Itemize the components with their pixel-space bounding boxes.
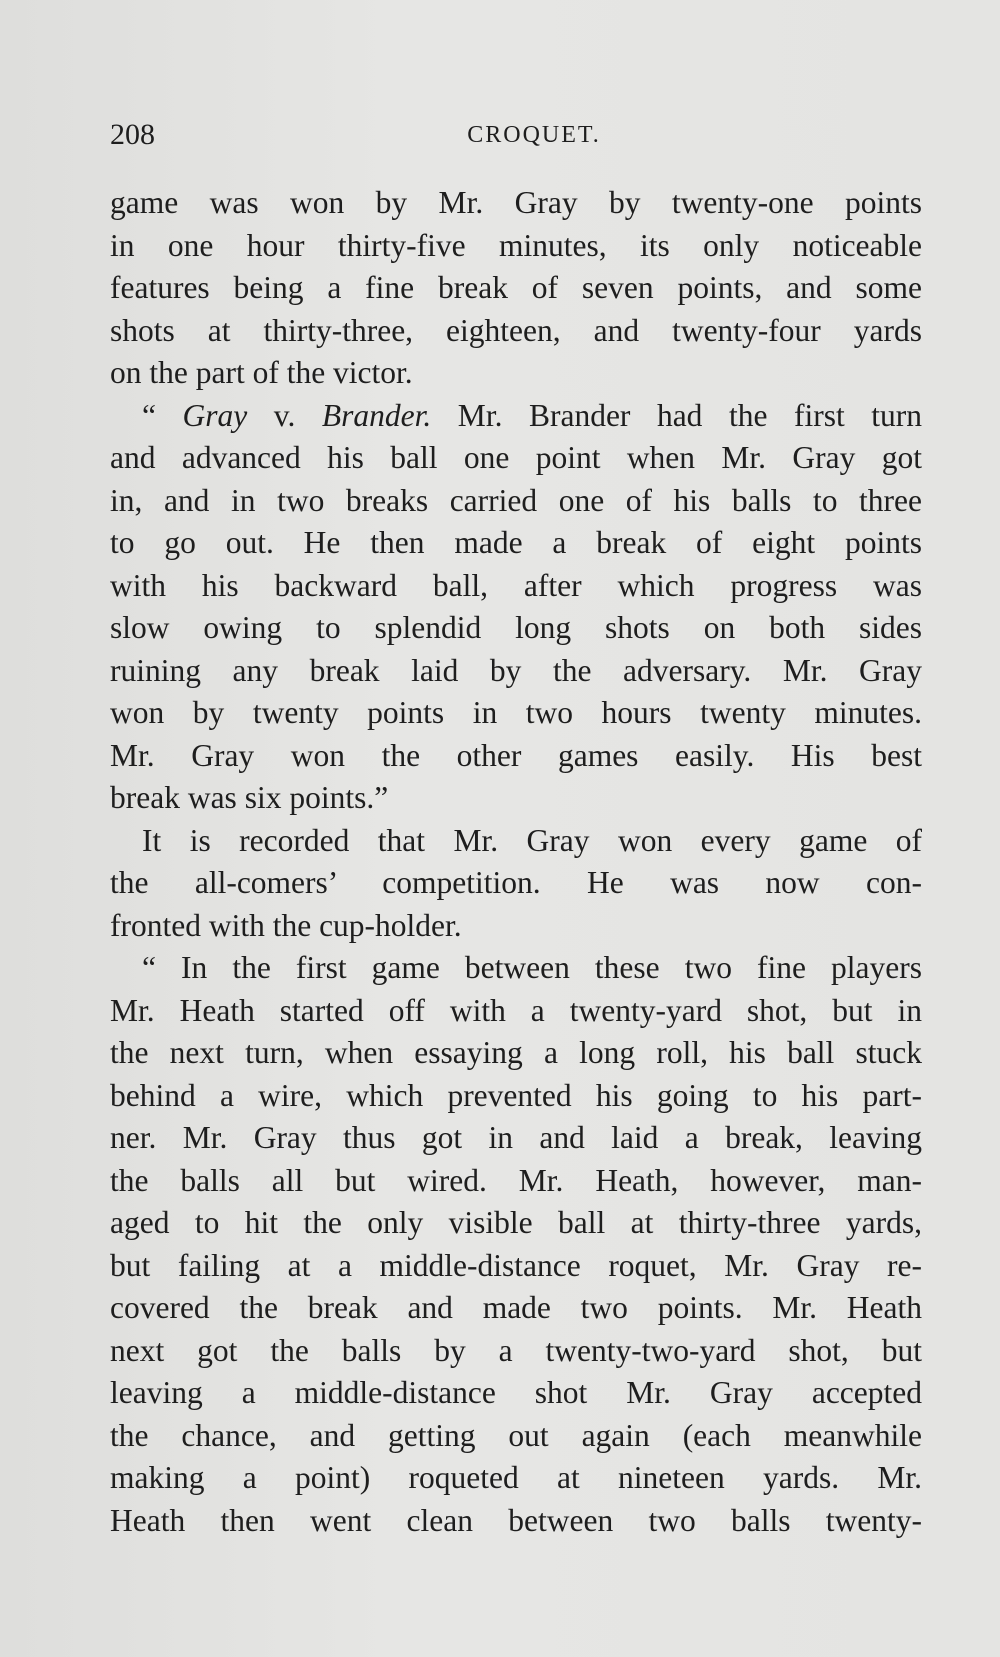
text-line: the chance, and getting out again (each meanwhile [110,1417,922,1453]
italic-name: Gray [182,397,248,433]
text-line: leaving a middle-distance shot Mr. Gray accepted [110,1375,922,1410]
text-line: ruining any break laid by the adversary. Mr. Gray [110,652,922,688]
text-line: Mr. Heath started off with a twenty-yard shot, but in [110,992,922,1028]
text-line: fronted with the cup-holder. [110,907,462,943]
text-line [110,395,922,438]
running-head: CROQUET. [467,122,601,148]
text-line: with his backward ball, after which progress was [110,567,922,603]
text-line: game was won by Mr. Gray by twenty-one points [110,185,922,220]
versus: v. [247,397,322,433]
text-line: the next turn, when essaying a long roll, his ball stuck [110,1035,922,1070]
text-line: shots at thirty-three, eighteen, and twenty-four yards [110,312,922,348]
italic-name: Brander. [321,397,432,433]
text-line: ner. Mr. Gray thus got in and laid a break, leaving [110,1120,922,1155]
text-line: slow owing to splendid long shots on both sides [110,610,922,645]
text-line: to go out. He then made a break of eight points [110,525,922,560]
text-line: in one hour thirty-five minutes, its only noticeable [110,227,922,263]
text-line: the balls all but wired. Mr. Heath, however, man- [110,1162,922,1198]
line-rest: Mr. Brander had the first turn [431,397,922,433]
text-line: making a point) roqueted at nineteen yards. Mr. [110,1460,922,1495]
text-line: Mr. Gray won the other games easily. His best [110,737,922,773]
text-line: and advanced his ball one point when Mr. Gray got [110,440,922,475]
text-line: in, and in two breaks carried one of his balls to three [110,482,922,518]
page-header [110,118,930,158]
text-line: behind a wire, which prevented his going to his part- [110,1077,922,1113]
page-number: 208 [110,118,155,151]
text-line: the all-comers’ competition. He was now con- [110,865,922,900]
text-line: It is recorded that Mr. Gray won every game of [142,822,922,858]
text-line: aged to hit the only visible ball at thirty-three yards, [110,1205,922,1240]
text-line: on the part of the victor. [110,355,413,390]
text-line: “ In the first game between these two fine players [142,950,922,985]
text-line: won by twenty points in two hours twenty minutes. [110,695,922,730]
text-line: Heath then went clean between two balls twenty- [110,1502,922,1538]
open-quote: “ [142,397,156,433]
body-text [110,182,922,1542]
text-line: but failing at a middle-distance roquet, Mr. Gray re- [110,1247,922,1283]
text-line: features being a fine break of seven points, and some [110,270,922,305]
text-line: next got the balls by a twenty-two-yard shot, but [110,1332,922,1368]
text-line: break was six points.” [110,780,389,815]
text-line: covered the break and made two points. Mr. Heath [110,1290,922,1325]
